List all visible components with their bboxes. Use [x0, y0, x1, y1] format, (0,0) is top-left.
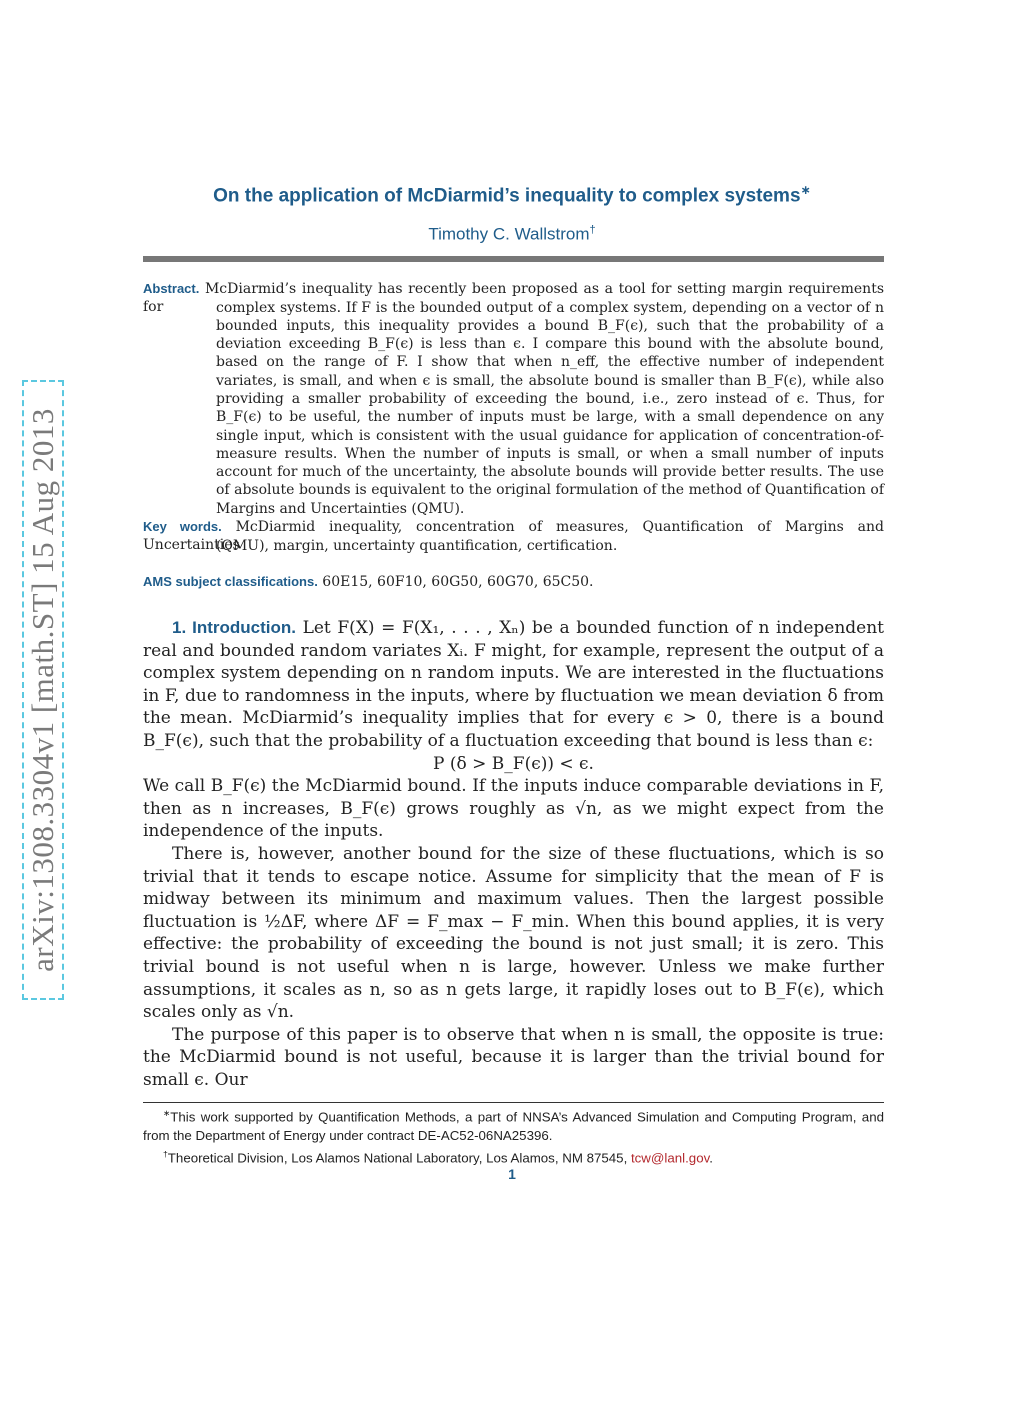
footnote-1: ∗This work supported by Quantification Methods, a part of NNSA’s Advanced Simulation and Computing Program, and from the Department of Energy under contract DE-AC52-06NA25396.: [143, 1108, 884, 1143]
main-body: [143, 617, 884, 1091]
footnotes: [143, 1104, 884, 1168]
author-email-link[interactable]: tcw@lanl.gov: [630, 1150, 710, 1166]
footnote-2: †Theoretical Division, Los Alamos National Laboratory, Los Alamos, NM 87545, tcw@lanl.gov.: [163, 1149, 713, 1166]
page-number: 1: [508, 1166, 516, 1182]
section-heading: 1. Introduction.: [172, 618, 296, 637]
title-rule: [143, 256, 884, 262]
keywords-first-line: Key words. McDiarmid inequality, concentration of measures, Quantification of Margins and Uncertainties: [143, 519, 884, 554]
intro-paragraph-2: We call B_F(ϵ) the McDiarmid bound. If the inputs induce comparable deviations in F, then as n increases, B_F(ϵ) grows roughly as √n, as we might expect from the independence of the inputs.: [143, 776, 884, 842]
keywords-body: (QMU), margin, uncertainty quantification, certification.: [216, 537, 618, 554]
title-footnote-mark: ∗: [800, 183, 811, 197]
ams-classifications: AMS subject classifications. 60E15, 60F10, 60G50, 60G70, 65C50.: [143, 574, 594, 590]
author-name: Timothy C. Wallstrom†: [428, 224, 596, 244]
intro-paragraph-4: The purpose of this paper is to observe that when n is small, the opposite is true: the McDiarmid bound is not useful, because it is larger than the trivial bound for small ϵ. Our: [143, 1024, 884, 1090]
intro-paragraph-1: 1. Introduction. Let F(X) = F(X₁, . . . , Xₙ) be a bounded function of n independent real and bounded random variates Xᵢ. F might, for example, represent the output of a complex system depending on n random inputs. We are interested in the fluctuations in F, due to randomness in the inputs, where by fluctuation we mean deviation δ from the mean. McDiarmid’s inequality implies that for every ϵ > 0, there is a bound B_F(ϵ), such that the probability of a fluctuation exceeding that bound is less than ϵ:: [143, 618, 884, 751]
footnote-rule: [143, 1102, 884, 1103]
keywords-label: Key words.: [143, 519, 222, 534]
abstract-first-line: Abstract. McDiarmid’s inequality has recently been proposed as a tool for setting margin requirements for: [143, 281, 885, 316]
paper-title: On the application of McDiarmid’s inequality to complex systems∗: [213, 183, 811, 207]
abstract-body: complex systems. If F is the bounded output of a complex system, depending on a vector of n bounded inputs, this inequality provides a bound B_F(ϵ), such that the probability of a deviation exceeding B_F(ϵ) is less than ϵ. I compare this bound with the absolute bound, based on the range of F. I show that when n_eff, the effective number of independent variates, is small, and when ϵ is small, the absolute bound is smaller than B_F(ϵ), while also providing a smaller probability of exceeding the bound, i.e., zero instead of ϵ. Thus, for B_F(ϵ) to be useful, the number of inputs must be large, with a small dependence on any single input, which is consistent with the usual guidance for application of concentration-of-measure results. When the number of inputs is small, or when a small number of inputs account for much of the uncertainty, the absolute bounds will provide better results. The use of absolute bounds is equivalent to the original formulation of the method of Quantification of Margins and Uncertainties (QMU).: [216, 299, 884, 517]
arxiv-side-stamp: [22, 380, 64, 1000]
author-footnote-mark: †: [589, 224, 596, 236]
ams-label: AMS subject classifications.: [143, 574, 318, 589]
abstract-label: Abstract.: [143, 281, 200, 296]
arxiv-stamp-text: arXiv:1308.3304v1 [math.ST] 15 Aug 2013: [25, 408, 60, 972]
intro-paragraph-3: There is, however, another bound for the size of these fluctuations, which is so trivial that it tends to escape notice. Assume for simplicity that the mean of F is midway between its minimum and maximum values. Then the largest possible fluctuation is ½ΔF, where ΔF = F_max − F_min. When this bound applies, it is very effective: the probability of exceeding the bound is not just small; it is zero. This trivial bound is not useful when n is large, however. Unless we make further assumptions, it scales as n, so as n gets large, it rapidly loses out to B_F(ϵ), which scales only as √n.: [143, 843, 884, 1023]
equation-mcdiarmid: P (δ > B_F(ϵ)) < ϵ.: [433, 753, 594, 774]
